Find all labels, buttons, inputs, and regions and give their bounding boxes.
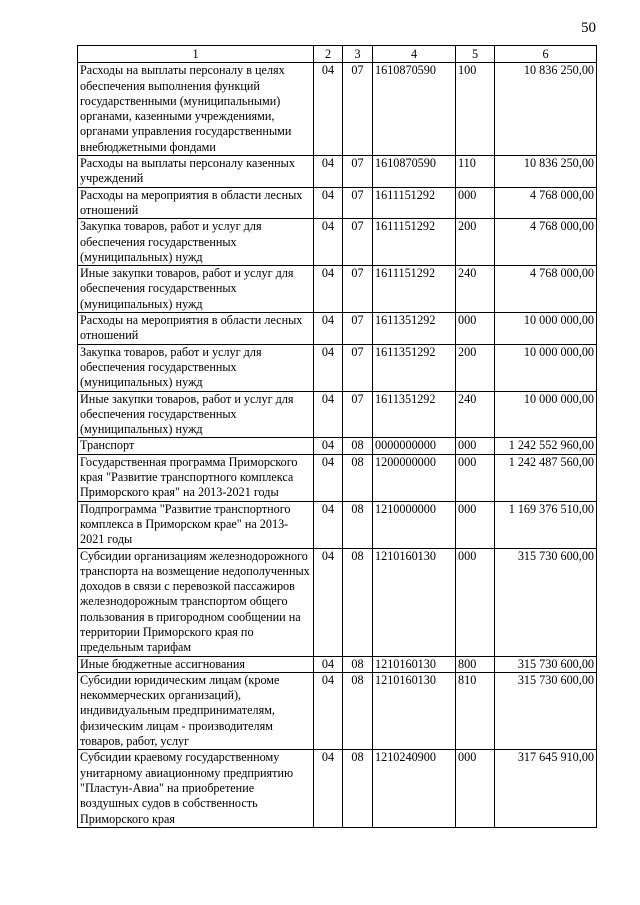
table-row	[78, 266, 597, 313]
subsection-code-cell: 08	[343, 454, 373, 501]
table-row	[78, 656, 597, 672]
item-name-cell: Расходы на выплаты персоналу казенных учреждений	[78, 156, 314, 188]
subsection-code-cell: 07	[343, 156, 373, 188]
section-code-cell: 04	[314, 391, 343, 438]
amount-cell: 315 730 600,00	[495, 672, 597, 749]
section-code-cell: 04	[314, 313, 343, 345]
table-row	[78, 219, 597, 266]
subsection-code-cell: 07	[343, 344, 373, 391]
amount-cell: 317 645 910,00	[495, 750, 597, 827]
target-article-cell: 1610870590	[373, 63, 456, 156]
expense-type-cell: 000	[456, 454, 495, 501]
amount-cell: 10 000 000,00	[495, 313, 597, 345]
item-name-cell: Расходы на выплаты персоналу в целях обеспечения выполнения функций государственными (муниципальными) органами, казенными учреждениями, органами управления государственными внебюджетными фондами	[78, 63, 314, 156]
amount-cell: 10 000 000,00	[495, 391, 597, 438]
header-cell: 5	[456, 46, 495, 63]
table-row	[78, 156, 597, 188]
table-row	[78, 187, 597, 219]
target-article-cell: 1200000000	[373, 454, 456, 501]
header-cell: 2	[314, 46, 343, 63]
item-name-cell: Субсидии организациям железнодорожного транспорта на возмещение недополученных доходов в связи с перевозкой пассажиров железнодорожным транспортом общего пользования в пригородном сообщении на территории Приморского края по предельным тарифам	[78, 548, 314, 656]
subsection-code-cell: 08	[343, 438, 373, 454]
target-article-cell: 1611351292	[373, 313, 456, 345]
target-article-cell: 1611351292	[373, 391, 456, 438]
section-code-cell: 04	[314, 219, 343, 266]
subsection-code-cell: 07	[343, 391, 373, 438]
item-name-cell: Подпрограмма "Развитие транспортного комплекса в Приморском крае" на 2013-2021 годы	[78, 501, 314, 548]
header-cell: 1	[78, 46, 314, 63]
item-name-cell: Государственная программа Приморского края "Развитие транспортного комплекса Приморского края" на 2013-2021 годы	[78, 454, 314, 501]
target-article-cell: 1210240900	[373, 750, 456, 827]
item-name-cell: Иные закупки товаров, работ и услуг для обеспечения государственных (муниципальных) нужд	[78, 266, 314, 313]
page-number: 50	[581, 20, 596, 36]
expense-type-cell: 810	[456, 672, 495, 749]
subsection-code-cell: 08	[343, 501, 373, 548]
amount-cell: 10 836 250,00	[495, 63, 597, 156]
item-name-cell: Транспорт	[78, 438, 314, 454]
expense-type-cell: 000	[456, 187, 495, 219]
subsection-code-cell: 07	[343, 266, 373, 313]
section-code-cell: 04	[314, 548, 343, 656]
target-article-cell: 1210160130	[373, 656, 456, 672]
section-code-cell: 04	[314, 438, 343, 454]
subsection-code-cell: 08	[343, 548, 373, 656]
expense-type-cell: 000	[456, 750, 495, 827]
section-code-cell: 04	[314, 156, 343, 188]
expense-type-cell: 200	[456, 344, 495, 391]
target-article-cell: 0000000000	[373, 438, 456, 454]
table-row	[78, 313, 597, 345]
target-article-cell: 1611151292	[373, 187, 456, 219]
amount-cell: 315 730 600,00	[495, 656, 597, 672]
target-article-cell: 1611151292	[373, 266, 456, 313]
expense-type-cell: 240	[456, 391, 495, 438]
amount-cell: 315 730 600,00	[495, 548, 597, 656]
expense-type-cell: 100	[456, 63, 495, 156]
expense-type-cell: 000	[456, 501, 495, 548]
expense-type-cell: 000	[456, 548, 495, 656]
expense-type-cell: 240	[456, 266, 495, 313]
amount-cell: 4 768 000,00	[495, 266, 597, 313]
section-code-cell: 04	[314, 750, 343, 827]
target-article-cell: 1611151292	[373, 219, 456, 266]
table-row	[78, 63, 597, 156]
table-row	[78, 672, 597, 749]
amount-cell: 1 169 376 510,00	[495, 501, 597, 548]
amount-cell: 4 768 000,00	[495, 219, 597, 266]
section-code-cell: 04	[314, 672, 343, 749]
subsection-code-cell: 08	[343, 750, 373, 827]
header-cell: 3	[343, 46, 373, 63]
table-row	[78, 438, 597, 454]
expense-type-cell: 200	[456, 219, 495, 266]
amount-cell: 10 836 250,00	[495, 156, 597, 188]
section-code-cell: 04	[314, 266, 343, 313]
subsection-code-cell: 08	[343, 656, 373, 672]
section-code-cell: 04	[314, 501, 343, 548]
section-code-cell: 04	[314, 344, 343, 391]
target-article-cell: 1210160130	[373, 672, 456, 749]
item-name-cell: Закупка товаров, работ и услуг для обеспечения государственных (муниципальных) нужд	[78, 219, 314, 266]
table-header-row	[78, 46, 597, 63]
target-article-cell: 1210160130	[373, 548, 456, 656]
expense-type-cell: 800	[456, 656, 495, 672]
header-cell: 4	[373, 46, 456, 63]
amount-cell: 4 768 000,00	[495, 187, 597, 219]
subsection-code-cell: 07	[343, 63, 373, 156]
section-code-cell: 04	[314, 656, 343, 672]
table-row	[78, 548, 597, 656]
subsection-code-cell: 07	[343, 187, 373, 219]
table-row	[78, 391, 597, 438]
amount-cell: 1 242 552 960,00	[495, 438, 597, 454]
section-code-cell: 04	[314, 63, 343, 156]
amount-cell: 1 242 487 560,00	[495, 454, 597, 501]
section-code-cell: 04	[314, 187, 343, 219]
expense-type-cell: 000	[456, 438, 495, 454]
target-article-cell: 1611351292	[373, 344, 456, 391]
item-name-cell: Расходы на мероприятия в области лесных отношений	[78, 313, 314, 345]
table-row	[78, 454, 597, 501]
subsection-code-cell: 07	[343, 219, 373, 266]
item-name-cell: Закупка товаров, работ и услуг для обеспечения государственных (муниципальных) нужд	[78, 344, 314, 391]
target-article-cell: 1210000000	[373, 501, 456, 548]
expense-type-cell: 000	[456, 313, 495, 345]
subsection-code-cell: 08	[343, 672, 373, 749]
header-cell: 6	[495, 46, 597, 63]
subsection-code-cell: 07	[343, 313, 373, 345]
item-name-cell: Расходы на мероприятия в области лесных отношений	[78, 187, 314, 219]
expense-type-cell: 110	[456, 156, 495, 188]
item-name-cell: Субсидии краевому государственному унитарному авиационному предприятию "Пластун-Авиа" на приобретение воздушных судов в собственность Приморского края	[78, 750, 314, 827]
target-article-cell: 1610870590	[373, 156, 456, 188]
budget-table	[77, 45, 597, 828]
table-row	[78, 344, 597, 391]
item-name-cell: Иные закупки товаров, работ и услуг для обеспечения государственных (муниципальных) нужд	[78, 391, 314, 438]
item-name-cell: Субсидии юридическим лицам (кроме некоммерческих организаций), индивидуальным предпринимателям, физическим лицам - производителям товаров, работ, услуг	[78, 672, 314, 749]
table-row	[78, 501, 597, 548]
item-name-cell: Иные бюджетные ассигнования	[78, 656, 314, 672]
table-row	[78, 750, 597, 827]
amount-cell: 10 000 000,00	[495, 344, 597, 391]
section-code-cell: 04	[314, 454, 343, 501]
